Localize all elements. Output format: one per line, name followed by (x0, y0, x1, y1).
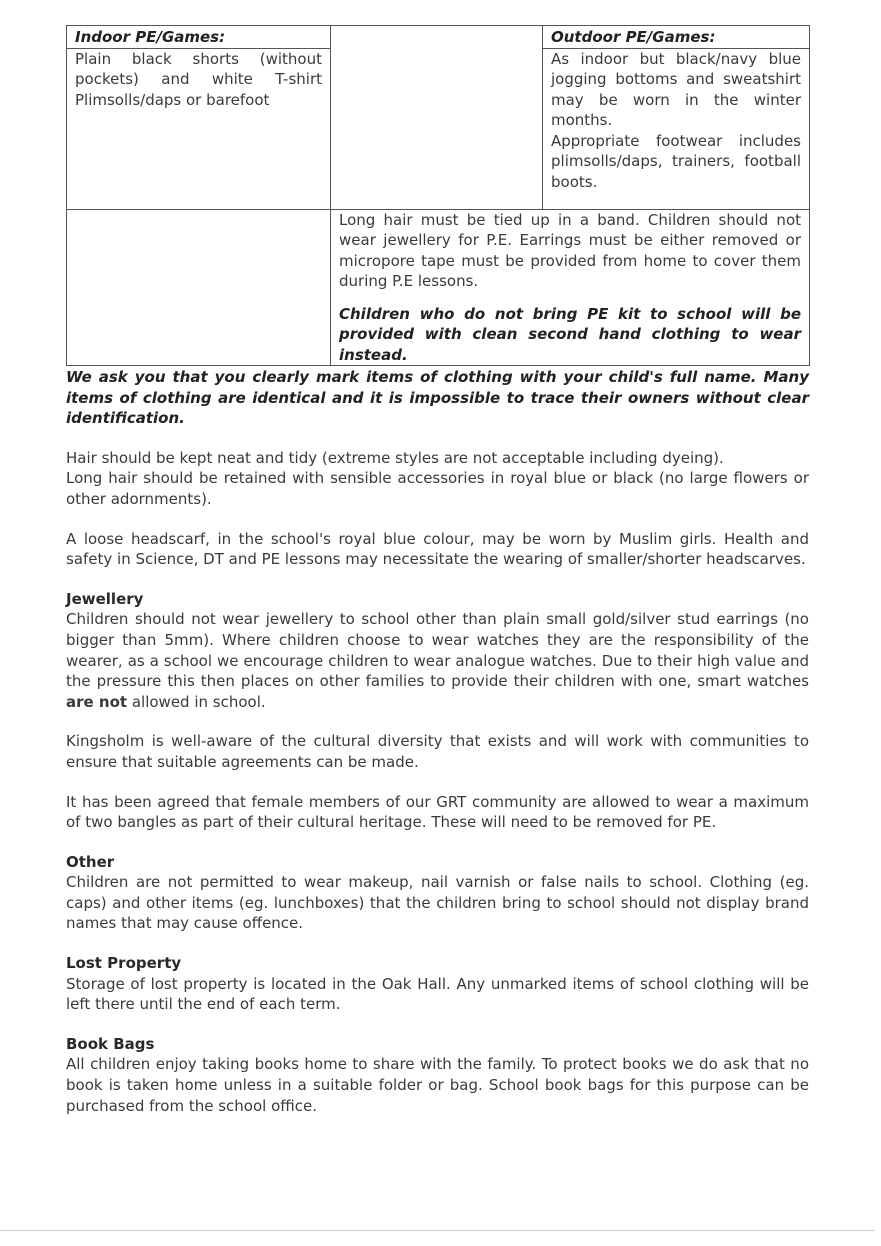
hair-rules-text: Long hair must be tied up in a band. Children should not wear jewellery for P.E. Earrings must be either removed or micropore tape must be provided from home to cover them during P.E lessons. (339, 210, 801, 290)
empty-left-cell (67, 209, 331, 366)
other-paragraph: Children are not permitted to wear makeup, nail varnish or false nails to school. Clothing (eg. caps) and other items (eg. lunchboxes) that the children bring to school should not display brand names that may cause offence. (66, 873, 809, 933)
table-header-row (67, 26, 810, 49)
pe-kit-table (66, 25, 810, 366)
headscarf-paragraph: A loose headscarf, in the school's royal blue colour, may be worn by Muslim girls. Health and safety in Science, DT and PE lessons may necessitate the wearing of smaller/shorter headscarves. (66, 529, 809, 569)
lost-property-heading: Lost Property (66, 954, 182, 973)
book-bags-heading: Book Bags (66, 1034, 155, 1053)
hair-line-1: Hair should be kept neat and tidy (extreme styles are not acceptable including dyeing). (66, 448, 724, 467)
bangles-paragraph: It has been agreed that female members of our GRT community are allowed to wear a maximum of two bangles as part of their cultural heritage. These will need to be removed for PE. (66, 792, 809, 832)
spare-kit-text: Children who do not bring PE kit to school will be provided with clean second hand clothing to wear instead. (339, 304, 801, 364)
indoor-header: Indoor PE/Games: (67, 26, 331, 49)
table-hair-row (67, 209, 810, 366)
indoor-cell (67, 48, 331, 209)
other-heading: Other (66, 852, 115, 871)
empty-header-cell (331, 26, 543, 49)
outdoor-text-1: As indoor but black/navy blue jogging bottoms and sweatshirt may be worn in the winter months. (551, 49, 801, 129)
outdoor-cell (543, 48, 810, 209)
table-kit-row (67, 48, 810, 209)
hair-line-2: Long hair should be retained with sensible accessories in royal blue or black (no large flowers or other adornments). (66, 469, 809, 508)
jewellery-text-b: allowed in school. (127, 692, 266, 711)
indoor-text: Plain black shorts (without pockets) and white T-shirt Plimsolls/daps or barefoot (75, 49, 322, 109)
jewellery-paragraph (66, 609, 809, 712)
jewellery-heading: Jewellery (66, 589, 144, 608)
label-clothing-notice: We ask you that you clearly mark items of clothing with your child's full name. Many items of clothing are identical and it is impossible to trace their owners without clear identification. (66, 368, 809, 428)
outdoor-header: Outdoor PE/Games: (543, 26, 810, 49)
page-edge-line (0, 1230, 875, 1231)
jewellery-text-a: Children should not wear jewellery to school other than plain small gold/silver stud earrings (no bigger than 5mm). Where children choose to wear watches they are the responsibility of the wearer, as a school we encourage children to wear analogue watches. Due to their high value and the pressure this then places on other families to provide their children with one, smart watches (66, 610, 809, 691)
empty-middle-cell (331, 48, 543, 209)
jewellery-bold-text: are not (66, 692, 128, 711)
book-bags-paragraph: All children enjoy taking books home to share with the family. To protect books we do ask that no book is taken home unless in a suitable folder or bag. School book bags for this purpose can be purchased from the school office. (66, 1055, 809, 1115)
outdoor-text-2: Appropriate footwear includes plimsolls/daps, trainers, football boots. (551, 131, 801, 191)
hair-rules-cell (331, 209, 810, 366)
uniform-guidance (66, 367, 809, 1116)
lost-property-paragraph: Storage of lost property is located in the Oak Hall. Any unmarked items of school clothing will be left there until the end of each term. (66, 974, 809, 1014)
diversity-paragraph: Kingsholm is well-aware of the cultural diversity that exists and will work with communities to ensure that suitable agreements can be made. (66, 732, 809, 771)
